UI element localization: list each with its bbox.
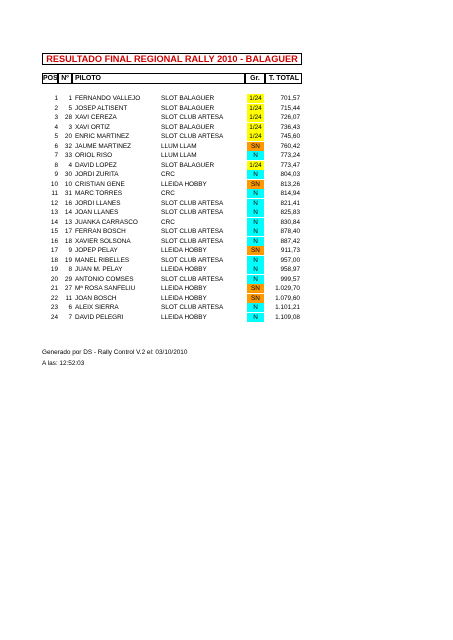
cell-pos: 21 (50, 285, 58, 292)
cell-number: 7 (68, 313, 72, 321)
table-row (0, 313, 453, 323)
cell-pos: 17 (50, 247, 58, 254)
cell-piloto: DAVID LOPEZ (75, 161, 117, 169)
cell-pos: 2 (54, 104, 58, 112)
table-row (0, 303, 453, 313)
cell-pos: 12 (50, 199, 58, 207)
cell-piloto: MANEL RIBELLES (75, 256, 130, 264)
cell-piloto: XAVIER SOLSONA (75, 237, 131, 245)
cell-pos: 8 (54, 161, 58, 169)
table-row (0, 256, 453, 266)
cell-piloto: MARC TORRES (75, 190, 122, 197)
footer-generated: Generado por DS - Rally Control V.2 el: 03/10/2010 (42, 349, 188, 356)
cell-total: 830,84 (280, 218, 300, 226)
cell-club: LLUM LLAM (161, 142, 197, 150)
table-row (0, 180, 453, 190)
cell-pos: 16 (50, 237, 58, 245)
cell-number: 18 (64, 237, 72, 245)
cell-piloto: JOAN LLANES (75, 209, 119, 216)
cell-total: 745,60 (280, 133, 300, 140)
cell-total: 773,47 (280, 161, 300, 169)
cell-number: 14 (64, 209, 72, 216)
cell-group: N (247, 170, 264, 179)
cell-total: 1.029,70 (275, 285, 300, 292)
cell-piloto: ORIOL RISO (75, 152, 113, 159)
cell-pos: 6 (54, 142, 58, 150)
cell-number: 19 (64, 256, 72, 264)
table-row (0, 94, 453, 104)
cell-number: 8 (68, 266, 72, 273)
table-row (0, 113, 453, 123)
cell-pos: 20 (50, 275, 58, 283)
cell-total: 878,40 (280, 228, 300, 235)
cell-group: SN (247, 246, 264, 255)
cell-club: SLOT CLUB ARTESA (161, 228, 224, 235)
header-pos: POS (43, 75, 58, 82)
cell-piloto: JORDI ZURITA (75, 171, 119, 178)
cell-club: CRC (161, 171, 175, 178)
cell-number: 13 (64, 218, 72, 226)
cell-number: 5 (68, 104, 72, 112)
cell-total: 773,24 (280, 152, 300, 159)
cell-club: SLOT CLUB ARTESA (161, 199, 224, 207)
cell-club: SLOT CLUB ARTESA (161, 114, 224, 121)
cell-total: 701,57 (280, 95, 300, 102)
cell-pos: 9 (54, 171, 58, 178)
cell-pos: 15 (50, 228, 58, 235)
cell-piloto: JOSEP ALTISENT (75, 104, 128, 112)
cell-club: SLOT BALAGUER (161, 95, 215, 102)
cell-club: LLUM LLAM (161, 152, 197, 159)
cell-piloto: XAVI CEREZA (75, 114, 117, 121)
cell-pos: 14 (50, 218, 58, 226)
cell-number: 32 (64, 142, 72, 150)
cell-total: 814,94 (280, 190, 300, 197)
report-title: RESULTADO FINAL REGIONAL RALLY 2010 - BALAGUER (42, 53, 302, 65)
table-row (0, 265, 453, 275)
cell-club: SLOT CLUB ARTESA (161, 275, 224, 283)
cell-total: 957,00 (280, 256, 300, 264)
cell-pos: 10 (50, 180, 58, 188)
cell-number: 10 (64, 180, 72, 188)
table-row (0, 189, 453, 199)
cell-club: SLOT CLUB ARTESA (161, 237, 224, 245)
cell-club: LLEIDA HOBBY (161, 247, 207, 254)
table-row (0, 170, 453, 180)
cell-pos: 13 (50, 209, 58, 216)
cell-group: 1/24 (247, 161, 264, 170)
cell-number: 3 (68, 123, 72, 131)
cell-total: 825,83 (280, 209, 300, 216)
cell-piloto: JORDI LLANES (75, 199, 121, 207)
table-row (0, 142, 453, 152)
cell-number: 11 (65, 294, 72, 302)
cell-number: 27 (64, 285, 72, 292)
cell-pos: 11 (51, 190, 58, 197)
table-row (0, 123, 453, 133)
cell-piloto: JUAN M. PELAY (75, 266, 123, 273)
cell-group: N (247, 275, 264, 284)
cell-total: 1.101,21 (275, 304, 300, 311)
table-row (0, 237, 453, 247)
cell-number: 33 (64, 152, 72, 159)
cell-total: 1.109,08 (275, 313, 300, 321)
cell-total: 736,43 (280, 123, 300, 131)
cell-group: 1/24 (247, 132, 264, 141)
cell-club: SLOT BALAGUER (161, 104, 215, 112)
cell-club: LLEIDA HOBBY (161, 294, 207, 302)
cell-pos: 4 (54, 123, 58, 131)
cell-club: LLEIDA HOBBY (161, 285, 207, 292)
cell-group: N (247, 199, 264, 208)
cell-piloto: FERRAN BOSCH (75, 228, 126, 235)
cell-total: 760,42 (280, 142, 300, 150)
cell-group: 1/24 (247, 123, 264, 132)
cell-club: SLOT CLUB ARTESA (161, 256, 224, 264)
table-row (0, 227, 453, 237)
table-row (0, 284, 453, 294)
cell-piloto: XAVI ORTIZ (75, 123, 110, 131)
cell-club: CRC (161, 218, 175, 226)
results-table (0, 94, 453, 322)
cell-group: N (247, 227, 264, 236)
cell-total: 813,26 (280, 180, 300, 188)
cell-pos: 22 (50, 294, 58, 302)
cell-total: 726,07 (280, 114, 300, 121)
cell-group: N (247, 218, 264, 227)
cell-total: 911,73 (280, 247, 300, 254)
cell-piloto: ANTONIO COMSES (75, 275, 134, 283)
cell-group: N (247, 151, 264, 160)
cell-group: N (247, 237, 264, 246)
cell-number: 17 (64, 228, 72, 235)
cell-total: 887,42 (280, 237, 300, 245)
table-row (0, 199, 453, 209)
cell-total: 821,41 (280, 199, 300, 207)
cell-group: N (247, 208, 264, 217)
cell-pos: 7 (54, 152, 58, 159)
header-piloto: PILOTO (72, 73, 245, 84)
cell-number: 4 (68, 161, 72, 169)
cell-piloto: JOPEP PELAY (75, 247, 118, 254)
cell-club: SLOT BALAGUER (161, 123, 215, 131)
cell-piloto: FERNANDO VALLEJO (75, 95, 141, 102)
cell-number: 28 (64, 114, 72, 121)
header-group: Gr. (245, 73, 265, 84)
cell-group: SN (247, 180, 264, 189)
cell-piloto: Mª ROSA SANFELIU (75, 285, 136, 292)
cell-club: SLOT CLUB ARTESA (161, 133, 224, 140)
cell-piloto: ALEIX SIERRA (75, 304, 119, 311)
cell-club: SLOT CLUB ARTESA (161, 209, 224, 216)
table-row (0, 151, 453, 161)
cell-group: 1/24 (247, 104, 264, 113)
table-row (0, 294, 453, 304)
table-row (0, 104, 453, 114)
cell-number: 31 (64, 190, 72, 197)
cell-pos: 23 (50, 304, 58, 311)
cell-total: 999,57 (280, 275, 300, 283)
cell-total: 715,44 (280, 104, 300, 112)
cell-club: CRC (161, 190, 175, 197)
cell-club: SLOT CLUB ARTESA (161, 304, 224, 311)
cell-pos: 1 (54, 95, 58, 102)
cell-group: SN (247, 142, 264, 151)
cell-pos: 18 (50, 256, 58, 264)
cell-group: N (247, 313, 264, 322)
cell-group: N (247, 256, 264, 265)
table-row (0, 208, 453, 218)
cell-number: 6 (68, 304, 72, 311)
table-row (0, 275, 453, 285)
cell-piloto: JUANKA CARRASCO (75, 218, 138, 226)
cell-piloto: DAVID PELEGRI (75, 313, 124, 321)
cell-total: 958,97 (280, 266, 300, 273)
cell-number: 30 (64, 171, 72, 178)
cell-total: 804,03 (280, 171, 300, 178)
table-row (0, 218, 453, 228)
cell-group: N (247, 265, 264, 274)
header-number: Nº (58, 73, 72, 84)
cell-piloto: JAUME MARTINEZ (75, 142, 131, 150)
cell-group: SN (247, 294, 264, 303)
cell-total: 1.079,60 (275, 294, 300, 302)
cell-number: 1 (68, 95, 72, 102)
cell-group: 1/24 (247, 113, 264, 122)
cell-piloto: ENRIC MARTINEZ (75, 133, 130, 140)
cell-number: 16 (64, 199, 72, 207)
cell-club: LLEIDA HOBBY (161, 313, 207, 321)
footer-time: A las: 12:52:03 (42, 360, 85, 367)
table-row (0, 246, 453, 256)
table-row (0, 132, 453, 142)
cell-group: N (247, 303, 264, 312)
cell-group: N (247, 189, 264, 198)
cell-club: LLEIDA HOBBY (161, 266, 207, 273)
table-row (0, 161, 453, 171)
cell-piloto: CRISTIAN GENE (75, 180, 125, 188)
cell-pos: 3 (54, 114, 58, 121)
cell-club: SLOT BALAGUER (161, 161, 215, 169)
cell-number: 9 (68, 247, 72, 254)
cell-pos: 24 (50, 313, 58, 321)
cell-group: SN (247, 284, 264, 293)
cell-number: 20 (64, 133, 72, 140)
cell-pos: 19 (50, 266, 58, 273)
cell-pos: 5 (54, 133, 58, 140)
cell-number: 29 (64, 275, 72, 283)
cell-club: LLEIDA HOBBY (161, 180, 207, 188)
cell-group: 1/24 (247, 94, 264, 103)
cell-piloto: JOAN BOSCH (75, 294, 117, 302)
header-total: T. TOTAL (265, 73, 302, 84)
